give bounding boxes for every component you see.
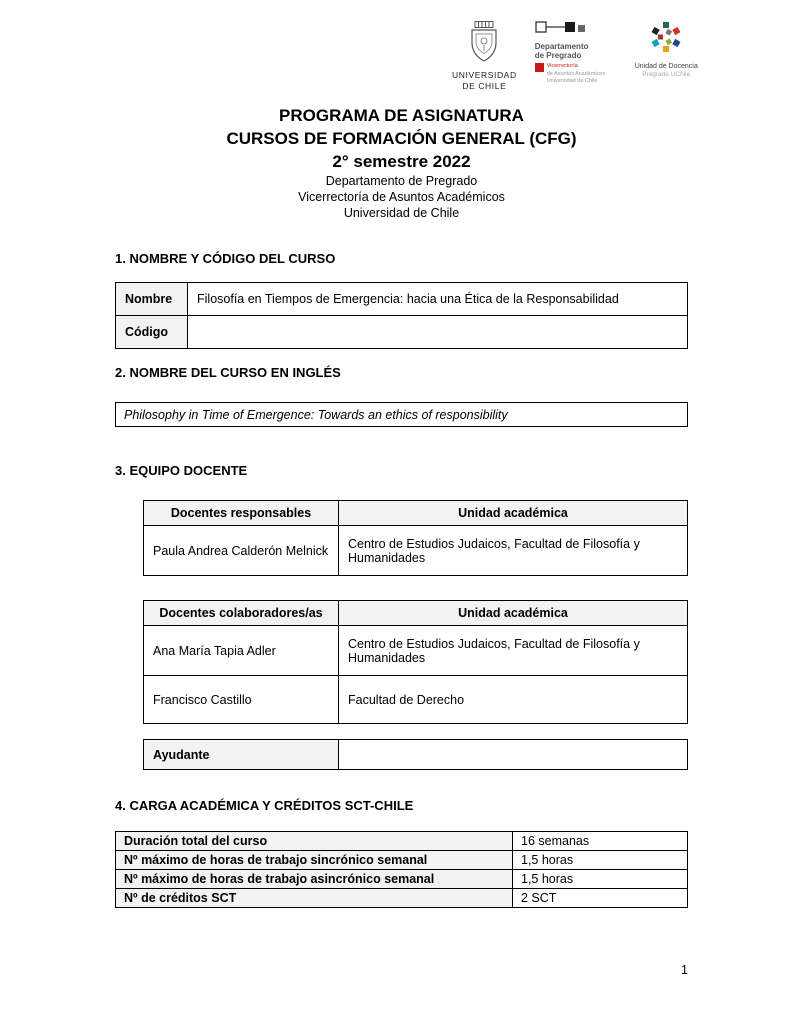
doc-title-line3: 2° semestre 2022 — [332, 152, 471, 171]
doc-title-line2: CURSOS DE FORMACIÓN GENERAL (CFG) — [226, 129, 577, 148]
section-1-heading: 1. NOMBRE Y CÓDIGO DEL CURSO — [115, 251, 336, 266]
pregrado-logo-sub3: Universidad de Chile — [546, 77, 598, 84]
colaborador-name-cell: Ana María Tapia Adler — [144, 626, 339, 676]
ayudante-table — [143, 739, 688, 770]
docencia-logo-line1: Unidad de Docencia — [634, 63, 698, 70]
table-row — [144, 740, 688, 770]
colaborador-unit-cell: Centro de Estudios Judaicos, Facultad de Filosofía y Humanidades — [339, 626, 688, 676]
table-row — [116, 851, 688, 870]
uchile-logo — [452, 20, 517, 92]
responsable-name-cell: Paula Andrea Calderón Melnick — [144, 526, 339, 576]
table-row — [144, 626, 688, 676]
table-row — [116, 316, 688, 349]
page-number: 1 — [681, 963, 688, 977]
uchile-crest-icon — [467, 20, 501, 67]
codigo-label-cell: Código — [116, 316, 188, 349]
pregrado-red-square-icon — [535, 63, 544, 72]
table-header-row — [144, 601, 688, 626]
table-row — [116, 283, 688, 316]
english-name-cell: Philosophy in Time of Emergence: Towards an ethics of responsibility — [116, 403, 688, 427]
table-header-row — [144, 501, 688, 526]
table-row — [116, 889, 688, 908]
carga-label-cell: Duración total del curso — [116, 832, 513, 851]
carga-label-cell: Nº máximo de horas de trabajo asincrónico semanal — [116, 870, 513, 889]
uchile-logo-line2: DE CHILE — [462, 81, 507, 92]
section-2-heading: 2. NOMBRE DEL CURSO EN INGLÉS — [115, 365, 341, 380]
ayudante-label-cell: Ayudante — [144, 740, 339, 770]
pregrado-logo-sub1: Vicerrectoría — [546, 63, 578, 70]
docentes-colaboradores-table — [143, 600, 688, 724]
english-name-table — [115, 402, 688, 427]
pregrado-logo-sub2: de Asuntos Académicos — [546, 70, 606, 77]
docentes-responsables-table — [143, 500, 688, 576]
responsables-col2-header: Unidad académica — [339, 501, 688, 526]
table-row — [144, 526, 688, 576]
header-logos — [452, 20, 698, 92]
pregrado-logo-title2: de Pregrado — [534, 51, 582, 61]
carga-value-cell: 1,5 horas — [513, 870, 688, 889]
doc-subtitle-line1: Departamento de Pregrado — [325, 174, 478, 188]
responsables-col1-header: Docentes responsables — [144, 501, 339, 526]
carga-value-cell: 2 SCT — [513, 889, 688, 908]
pregrado-logo — [535, 20, 617, 85]
section-4-heading: 4. CARGA ACADÉMICA Y CRÉDITOS SCT-CHILE — [115, 798, 414, 813]
document-header — [115, 104, 688, 221]
carga-academica-table — [115, 831, 688, 908]
responsable-unit-cell: Centro de Estudios Judaicos, Facultad de Filosofía y Humanidades — [339, 526, 688, 576]
carga-label-cell: Nº de créditos SCT — [116, 889, 513, 908]
carga-value-cell: 16 semanas — [513, 832, 688, 851]
carga-label-cell: Nº máximo de horas de trabajo sincrónico semanal — [116, 851, 513, 870]
pregrado-logo-title1: Departamento — [534, 42, 589, 51]
pregrado-squares-icon — [535, 20, 605, 39]
table-row — [116, 832, 688, 851]
colaborador-name-cell: Francisco Castillo — [144, 676, 339, 724]
nombre-label-cell: Nombre — [116, 283, 188, 316]
colaboradores-col1-header: Docentes colaboradores/as — [144, 601, 339, 626]
doc-subtitle-line2: Vicerrectoría de Asuntos Académicos — [298, 190, 505, 204]
codigo-value-cell — [188, 316, 688, 349]
table-row — [116, 403, 688, 427]
table-row — [144, 676, 688, 724]
docencia-logo-line2: Pregrado UChile — [642, 71, 691, 79]
colaborador-unit-cell: Facultad de Derecho — [339, 676, 688, 724]
docencia-logo — [635, 20, 698, 79]
carga-value-cell: 1,5 horas — [513, 851, 688, 870]
course-name-table — [115, 282, 688, 349]
nombre-value-cell: Filosofía en Tiempos de Emergencia: hacia una Ética de la Responsabilidad — [188, 283, 688, 316]
table-row — [116, 870, 688, 889]
colaboradores-col2-header: Unidad académica — [339, 601, 688, 626]
doc-subtitle-line3: Universidad de Chile — [343, 206, 460, 220]
section-3-heading: 3. EQUIPO DOCENTE — [115, 463, 248, 478]
uchile-logo-line1: UNIVERSIDAD — [452, 70, 517, 80]
doc-title-line1: PROGRAMA DE ASIGNATURA — [279, 106, 524, 125]
ayudante-value-cell — [339, 740, 688, 770]
docencia-pinwheel-icon — [644, 20, 688, 61]
